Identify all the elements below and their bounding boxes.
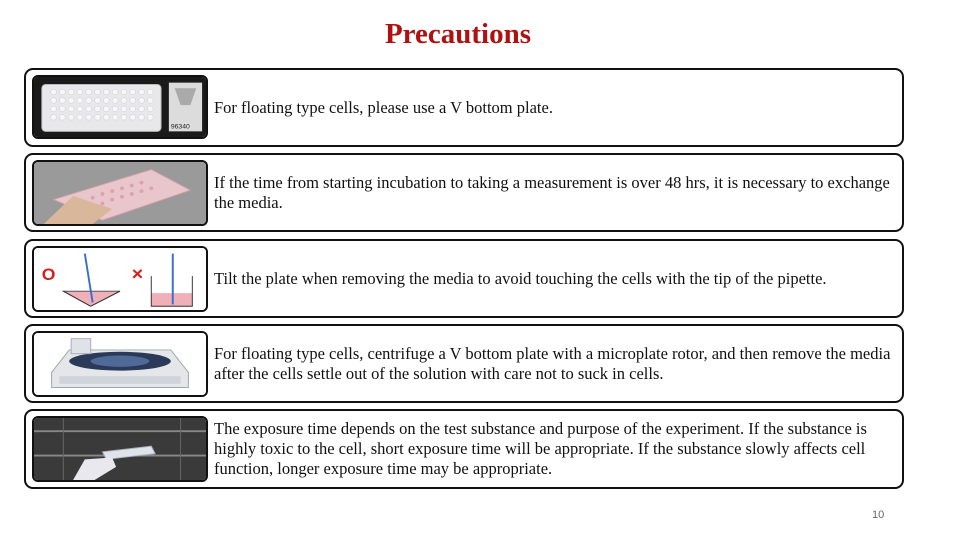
precaution-text-3: Tilt the plate when removing the media to avoid touching the cells with the tip of the pipette. (214, 268, 827, 288)
precaution-row-5 (24, 409, 904, 489)
page-number: 10 (872, 509, 885, 521)
precaution-row-4 (24, 324, 904, 403)
centrifuge-image (32, 331, 208, 397)
v-bottom-plate-image (32, 75, 208, 139)
precaution-row-1 (24, 68, 904, 147)
precaution-text-5: The exposure time depends on the test substance and purpose of the experiment. If the substance is highly toxic to the cell, short exposure time will be appropriate. If the substance slowly affects cell function, longer exposure time may be appropriate. (214, 419, 867, 478)
precaution-text-4: For floating type cells, centrifuge a V bottom plate with a microplate rotor, and then remove the media after the cells settle out of the solution with care not to suck in cells. (214, 343, 891, 383)
precaution-text-1: For floating type cells, please use a V bottom plate. (214, 97, 553, 117)
precaution-text-2: If the time from starting incubation to taking a measurement is over 48 hrs, it is necessary to exchange the media. (214, 172, 890, 212)
plate-catalog-label: 96340 (170, 123, 190, 131)
slide-title: Precautions (384, 18, 532, 50)
pipette-tilt-diagram (32, 246, 208, 312)
plate-in-hand-image (32, 160, 208, 226)
incubator-image (32, 416, 208, 482)
incorrect-mark: × (131, 264, 144, 285)
correct-mark: O (41, 264, 56, 284)
precaution-row-2 (24, 153, 904, 232)
precaution-row-3 (24, 239, 904, 318)
